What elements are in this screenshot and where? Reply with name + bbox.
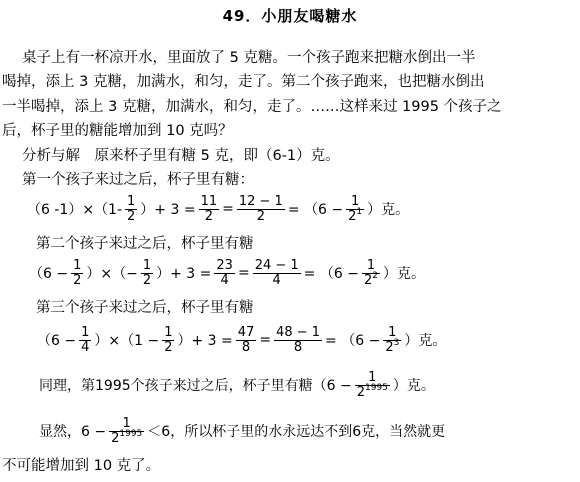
- step2-term-a: （6 −: [29, 266, 69, 282]
- base: 2: [385, 339, 394, 355]
- page-title: 49．小朋友喝糖水: [222, 7, 358, 25]
- step1-equation: [26, 192, 410, 226]
- step2-term-end: ）克。: [382, 266, 425, 282]
- analysis-line: 分析与解 原来杯子里有糖 5 克，即（6-1）克。: [22, 148, 340, 164]
- step3-equation: [36, 322, 447, 358]
- num: 1: [388, 324, 397, 340]
- step2-term-b: ）×（−: [86, 266, 138, 282]
- exponent: 1995: [119, 428, 143, 439]
- den: 2: [199, 209, 220, 224]
- paragraph-line-4: 后，杯子里的糖能增加到 10 克吗？: [2, 123, 233, 139]
- den: 8: [236, 340, 257, 355]
- step3-term-a: （6 −: [37, 333, 77, 349]
- den: 2: [127, 208, 136, 224]
- exponent: 1: [356, 206, 363, 217]
- step1-fraction-e: [346, 195, 364, 224]
- conclusion-fraction: [355, 371, 390, 400]
- den: 4: [253, 273, 301, 288]
- step1-term-b: ）+ 3 =: [140, 202, 196, 218]
- num: 1: [368, 369, 377, 385]
- step1-fraction-c: [199, 195, 220, 224]
- obvious-text-b: ＜6，所以杯子里的水永远达不到6克，当然就更: [147, 424, 446, 440]
- den: [355, 382, 390, 400]
- equals-sign: =: [237, 265, 250, 281]
- step2-fraction-d: [253, 259, 301, 288]
- num: 12 − 1: [238, 193, 283, 209]
- num: 1: [142, 257, 152, 273]
- conclusion-text: 同理，第1995个孩子来过之后，杯子里有糖（6 −: [39, 378, 352, 394]
- step2-fraction-c: [214, 259, 235, 288]
- num: 1: [122, 415, 131, 431]
- paragraph-line-1: 桌子上有一杯凉开水，里面放了 5 克糖。一个孩子跑来把糖水倒出一半: [22, 50, 476, 66]
- step3-term-eq2: = （6 −: [325, 333, 381, 349]
- den: 2: [142, 272, 152, 288]
- step1-term-eq2: = （6 −: [287, 202, 344, 218]
- num: 1: [81, 324, 90, 340]
- equals-sign: =: [259, 332, 272, 348]
- base: 2: [111, 430, 120, 446]
- num: 23: [216, 257, 233, 273]
- step1-fraction-d: [237, 195, 285, 224]
- den: 2: [164, 339, 173, 355]
- num: 47: [237, 324, 255, 340]
- conclusion-line: [38, 368, 436, 402]
- den: 4: [214, 273, 235, 288]
- step2-term-eq2: = （6 −: [303, 266, 359, 282]
- step1-term-end: ）克。: [367, 202, 410, 218]
- den: 4: [81, 339, 90, 355]
- num: 48 − 1: [276, 324, 321, 340]
- den: [346, 206, 364, 224]
- step2-fraction-b: [141, 259, 153, 288]
- num: 1: [127, 193, 136, 209]
- step2-equation: [28, 256, 426, 290]
- num: 24 − 1: [254, 257, 299, 273]
- den: [109, 428, 144, 446]
- paragraph-line-2: 喝掉，添上 3 克糖，加满水，和匀，走了。第二个孩子跑来，也把糖水倒出: [2, 74, 485, 90]
- step1-term-a: （6 -1）×（1-: [27, 202, 123, 218]
- step2-fraction-e: [362, 259, 380, 288]
- final-line: 不可能增加到 10 克了。: [2, 458, 161, 474]
- paragraph-line-3: 一半喝掉，添上 3 克糖，加满水，和匀，走了。……这样来过 1995 个孩子之: [2, 99, 502, 115]
- base: 2: [356, 384, 365, 400]
- den: [362, 270, 380, 288]
- base: 2: [363, 272, 373, 288]
- step2-fraction-a: [71, 259, 83, 288]
- base: 2: [348, 208, 357, 224]
- step3-term-end: ）克。: [404, 333, 447, 349]
- den: 2: [237, 209, 285, 224]
- exponent: 1995: [365, 382, 388, 393]
- equals-sign: =: [222, 201, 234, 217]
- step3-fraction-e: [383, 326, 401, 355]
- step3-term-c: ）+ 3 =: [177, 333, 233, 349]
- step1-fraction-a: [125, 195, 137, 224]
- num: 1: [164, 324, 173, 340]
- den: [383, 337, 401, 355]
- conclusion-end: ）克。: [392, 378, 435, 394]
- step3-term-b: ）×（1 −: [94, 333, 160, 349]
- exponent: 3: [393, 337, 400, 348]
- step1-heading: 第一个孩子来过之后，杯子里有糖：: [22, 172, 254, 188]
- step3-fraction-d: [274, 326, 322, 355]
- obvious-text-a: 显然，6 −: [39, 424, 107, 440]
- obvious-line: [38, 414, 446, 448]
- step3-fraction-a: [79, 326, 91, 355]
- num: 1: [73, 257, 82, 273]
- step3-heading: 第三个孩子来过之后，杯子里有糖: [36, 300, 254, 316]
- step2-term-c: ）+ 3 =: [156, 266, 212, 282]
- num: 11: [200, 193, 218, 209]
- den: 8: [274, 340, 322, 355]
- step2-heading: 第二个孩子来过之后，杯子里有糖: [36, 236, 254, 252]
- step3-fraction-c: [236, 326, 257, 355]
- step3-fraction-b: [162, 326, 174, 355]
- num: 1: [350, 193, 360, 209]
- den: 2: [73, 272, 82, 288]
- num: 1: [366, 257, 376, 273]
- obvious-fraction: [109, 417, 144, 446]
- exponent: 2: [372, 270, 378, 281]
